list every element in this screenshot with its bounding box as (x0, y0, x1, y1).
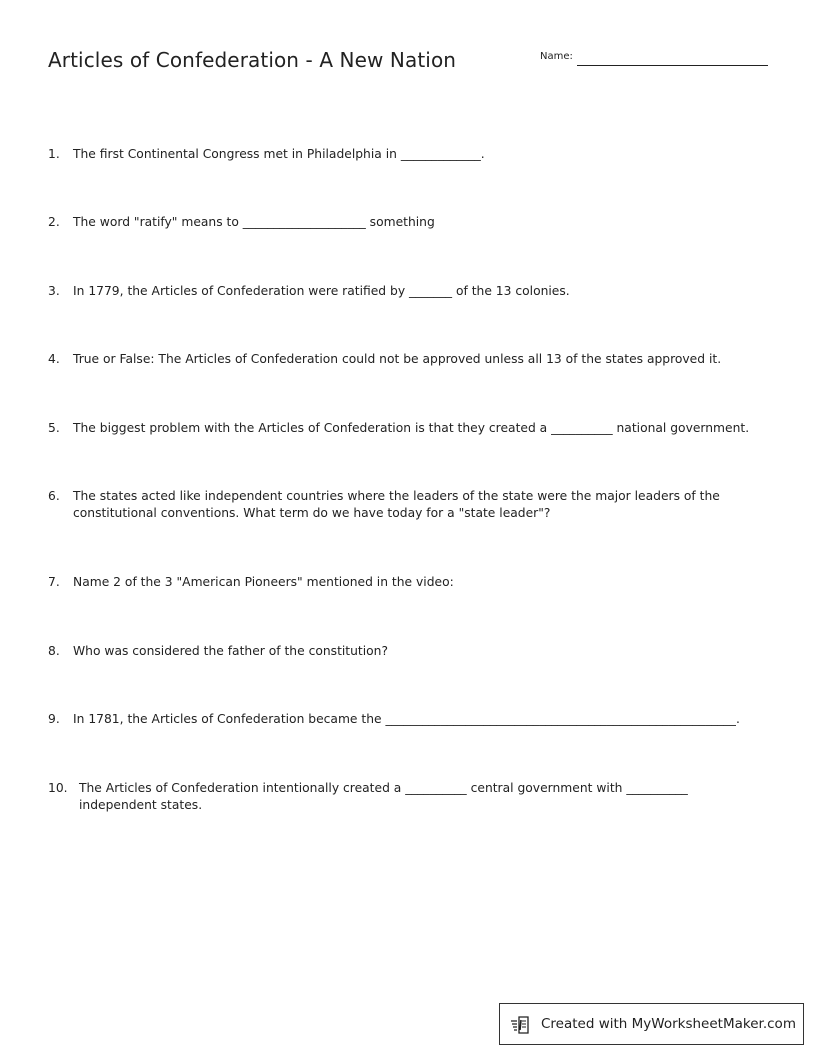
question-text: In 1779, the Articles of Confederation were ratified by _______ of the 13 colonies. (73, 284, 570, 298)
question-number: 10. (48, 781, 68, 795)
question-number: 9. (48, 712, 60, 726)
question-5 (48, 420, 768, 437)
question-9 (48, 711, 768, 728)
question-number: 2. (48, 215, 60, 229)
name-label: Name: (540, 51, 573, 62)
name-field (540, 51, 770, 71)
footer-badge (499, 1003, 804, 1045)
question-text: The biggest problem with the Articles of Confederation is that they created a __________ national government. (73, 421, 750, 435)
question-number: 7. (48, 575, 60, 589)
question-text: The states acted like independent countries where the leaders of the state were the major leaders of the constitutional conventions. What term do we have today for a "state leader"? (73, 489, 720, 520)
question-number: 8. (48, 644, 60, 658)
question-number: 3. (48, 284, 60, 298)
worksheet-title: Articles of Confederation - A New Nation (48, 48, 457, 72)
question-6 (48, 488, 768, 522)
question-number: 4. (48, 352, 60, 366)
question-text: Name 2 of the 3 "American Pioneers" mentioned in the video: (73, 575, 454, 589)
name-blank-line (577, 65, 768, 66)
question-text: True or False: The Articles of Confederation could not be approved unless all 13 of the states approved it. (73, 352, 722, 366)
question-2 (48, 214, 768, 231)
question-4 (48, 351, 768, 368)
worksheet-maker-logo-icon (510, 1015, 532, 1035)
question-1 (48, 146, 768, 163)
question-number: 6. (48, 489, 60, 503)
question-number: 5. (48, 421, 60, 435)
question-10 (48, 780, 768, 814)
question-text: Who was considered the father of the constitution? (73, 644, 388, 658)
question-text: The Articles of Confederation intentionally created a __________ central government with __________ independent states. (79, 781, 688, 812)
question-3 (48, 283, 768, 300)
question-7 (48, 574, 768, 591)
question-text: In 1781, the Articles of Confederation became the _________________________________________________________. (73, 712, 740, 726)
footer-text: Created with MyWorksheetMaker.com (541, 1016, 796, 1032)
question-number: 1. (48, 147, 60, 161)
question-text: The word "ratify" means to ____________________ something (73, 215, 435, 229)
question-8 (48, 643, 768, 660)
question-text: The first Continental Congress met in Philadelphia in _____________. (73, 147, 485, 161)
